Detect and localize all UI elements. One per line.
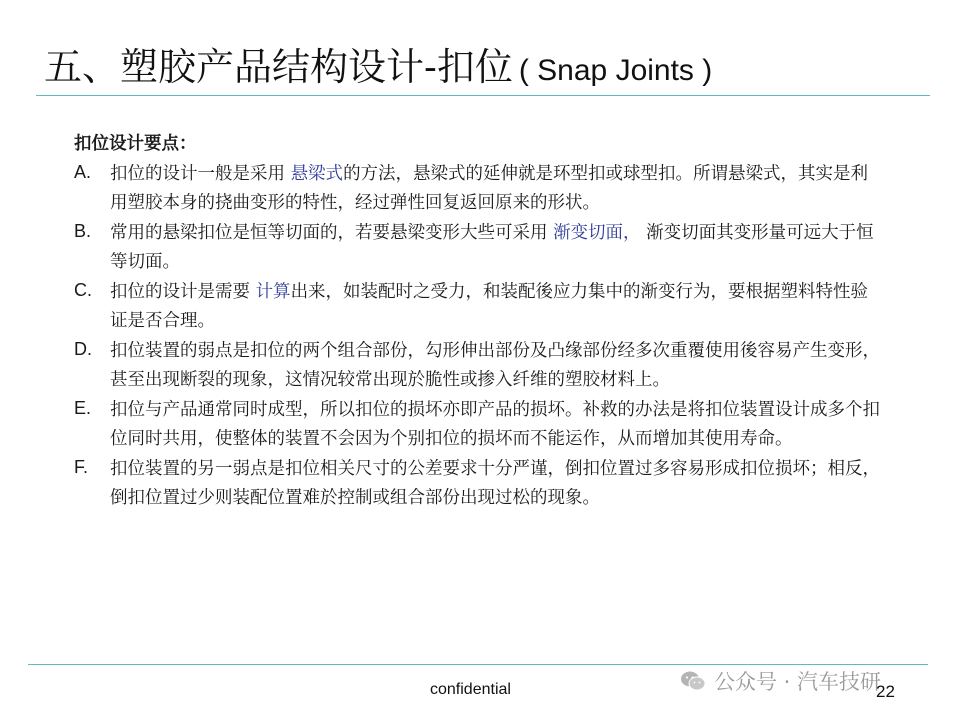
slide-title-main: 五、塑胶产品结构设计-扣位: [44, 45, 513, 89]
item-text: 扣位装置的弱点是扣位的两个组合部份，勾形伸出部份及凸缘部份经多次重覆使用後容易产生变形，甚至出现断裂的现象，这情况较常出现於脆性或掺入纤维的塑胶材料上。: [110, 340, 880, 390]
item-text: 的方法，悬梁式的延伸就是环型扣或球型扣。所谓悬梁式，其实是利用塑胶本身的挠曲变形的特性，经过弹性回复返回原来的形状。: [110, 163, 869, 213]
watermark-text: 公众号 · 汽车技研: [714, 670, 882, 694]
slide-title-english: ( Snap Joints ): [518, 54, 713, 87]
item-text: 扣位装置的另一弱点是扣位相关尺寸的公差要求十分严谨，倒扣位置过多容易形成扣位损坏；相反，倒扣位置过少则装配位置难於控制或组合部份出现过松的现象。: [110, 458, 880, 508]
confidential-label: confidential: [430, 681, 511, 698]
list-item-d: [74, 337, 884, 396]
item-text: 渐变切面其变形量可远大于恒等切面。: [110, 222, 874, 272]
list-marker: D.: [74, 338, 92, 359]
list-item-c: [74, 278, 884, 337]
list-marker: A.: [74, 161, 92, 182]
list-marker: C.: [74, 279, 92, 300]
watermark: [680, 666, 881, 696]
highlight-term: 悬梁式: [290, 163, 344, 184]
item-text: 扣位与产品通常同时成型，所以扣位的损坏亦即产品的损坏。补救的办法是将扣位装置设计成多个扣位同时共用，使整体的装置不会因为个别扣位的损坏而不能运作，从而增加其使用寿命。: [110, 399, 880, 449]
item-text: 出来，如装配时之受力，和装配後应力集中的渐变行为，要根据塑料特性验证是否合理。: [110, 281, 869, 331]
title-divider: [36, 95, 930, 96]
highlight-term: 渐变切面，: [553, 222, 641, 243]
list-item-f: [74, 455, 884, 514]
list-marker: F.: [74, 456, 89, 477]
content-body: [74, 130, 884, 514]
slide-title: [44, 38, 712, 100]
item-text: 常用的悬梁扣位是恒等切面的，若要悬梁变形大些可采用: [110, 222, 554, 243]
footer-divider: [28, 664, 928, 665]
wechat-icon: [680, 670, 706, 692]
highlight-term: 计算: [255, 281, 291, 302]
item-text: 扣位的设计是需要: [110, 281, 256, 302]
list-marker: B.: [74, 220, 92, 241]
item-text: 扣位的设计一般是采用: [110, 163, 291, 184]
section-heading: 扣位设计要点：: [74, 134, 197, 154]
list-item-e: [74, 396, 884, 455]
list-item-b: [74, 219, 884, 278]
list-marker: E.: [74, 397, 92, 418]
list-item-a: [74, 160, 884, 219]
page-number: 22: [876, 682, 895, 701]
